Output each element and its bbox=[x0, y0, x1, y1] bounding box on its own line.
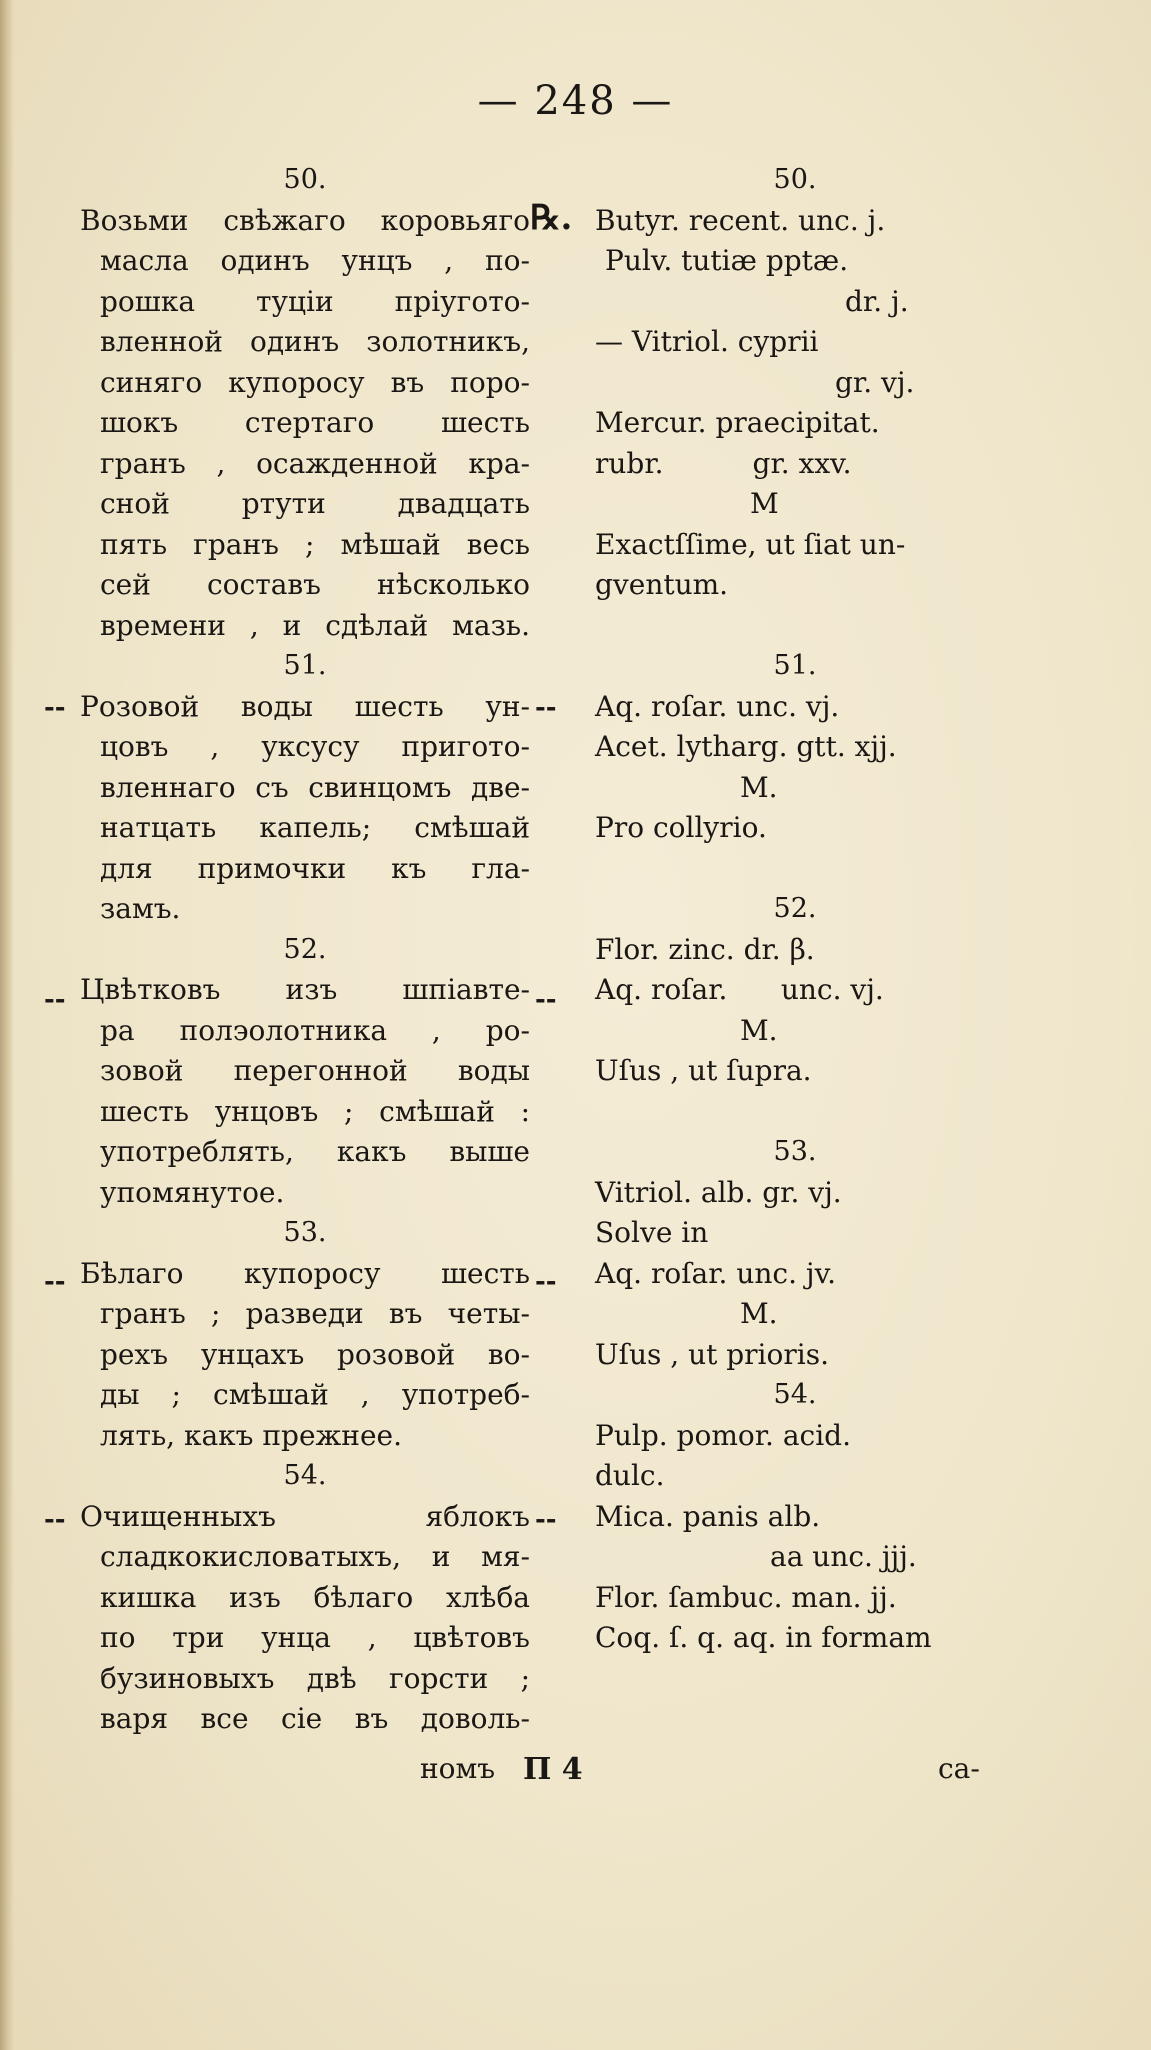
catchword-right: ca- bbox=[938, 1752, 980, 1785]
page-number: — 248 — bbox=[477, 78, 674, 124]
text-line: рошка туціи пріугото- bbox=[100, 284, 530, 318]
section-number-50-latin: 50. bbox=[773, 164, 817, 195]
text-line: вленнаго съ свинцомъ две- bbox=[100, 770, 530, 804]
text-line: Pro collyrio. bbox=[595, 811, 767, 844]
section-number-51-latin: 51. bbox=[773, 650, 817, 681]
catchword-left: номъ bbox=[420, 1752, 496, 1785]
text-line: Mercur. praecipitat. bbox=[595, 406, 880, 439]
section-number-52-latin: 52. bbox=[773, 893, 817, 924]
text-line: Mica. panis alb. bbox=[595, 1499, 821, 1533]
text-line: Pulv. tutiæ pptæ. bbox=[605, 244, 849, 277]
section-number-53: 53. bbox=[283, 1217, 327, 1248]
text-line: упомянутое. bbox=[100, 1175, 285, 1209]
section-number-50: 50. bbox=[283, 164, 327, 195]
text-line: сладкокисловатыхъ, и мя- bbox=[100, 1540, 530, 1573]
text-line: зовой перегонной воды bbox=[100, 1054, 530, 1087]
text-line: натцать капель; смѣшай bbox=[100, 811, 530, 844]
section-number-53-latin: 53. bbox=[773, 1136, 817, 1167]
text-line: M. bbox=[740, 1297, 778, 1330]
russian-column bbox=[80, 160, 530, 1740]
text-line: цовъ , уксусу пригото- bbox=[100, 730, 530, 763]
dash-marker-54-right: -- bbox=[535, 1505, 557, 1535]
dash-marker-51-left: -- bbox=[44, 693, 66, 723]
text-line: Бѣлаго купоросу шесть bbox=[80, 1256, 530, 1290]
text-line: употреблять, какъ выше bbox=[100, 1135, 530, 1168]
text-line: гранъ ; разведи въ четы- bbox=[100, 1297, 530, 1330]
text-line: gventum. bbox=[595, 568, 729, 601]
text-line: rubr. gr. xxv. bbox=[595, 446, 852, 480]
text-line: Exactſſime, ut ſiat un- bbox=[595, 527, 906, 561]
text-line: dr. j. bbox=[845, 284, 909, 318]
section-number-51: 51. bbox=[283, 650, 327, 681]
text-line: M bbox=[750, 487, 779, 520]
text-line: Coq. ſ. q. aq. in formam bbox=[595, 1621, 932, 1654]
text-line: ра полэолотника , ро- bbox=[100, 1013, 530, 1047]
dash-marker-52-left: -- bbox=[44, 985, 66, 1015]
text-line: времени , и сдѣлай мазь. bbox=[100, 608, 530, 642]
text-line: aa unc. jjj. bbox=[770, 1540, 917, 1573]
dash-marker-51-right: -- bbox=[535, 693, 557, 723]
text-line: шокъ стертаго шесть bbox=[100, 406, 530, 439]
text-line: Uſus , ut prioris. bbox=[595, 1337, 829, 1371]
text-line: gr. vj. bbox=[835, 365, 915, 399]
text-line: лять, какъ прежнее. bbox=[100, 1418, 403, 1452]
text-line: сной ртути двадцать bbox=[100, 487, 530, 520]
text-line: Vitriol. alb. gr. vj. bbox=[595, 1175, 842, 1209]
dash-marker-52-right: -- bbox=[535, 985, 557, 1015]
text-line: Uſus , ut ſupra. bbox=[595, 1054, 812, 1087]
text-line: Aq. roſar. unc. vj. bbox=[595, 689, 840, 723]
section-number-52: 52. bbox=[283, 933, 327, 965]
text-line: M. bbox=[740, 1013, 778, 1047]
text-line: Цвѣтковъ изъ шпіавте- bbox=[80, 973, 530, 1006]
signature-mark: П 4 bbox=[523, 1752, 583, 1787]
text-line: dulc. bbox=[595, 1459, 665, 1492]
text-line: Очищенныхъ яблокъ bbox=[80, 1499, 530, 1533]
text-line: кишка изъ бѣлаго хлѣба bbox=[100, 1580, 530, 1614]
text-line: сей составъ нѣсколько bbox=[100, 568, 530, 601]
text-line: Aq. roſar. unc. jv. bbox=[595, 1256, 836, 1290]
text-line: шесть унцовъ ; смѣшай : bbox=[100, 1094, 530, 1128]
latin-column bbox=[595, 160, 995, 1659]
text-line: ды ; смѣшай , употреб- bbox=[100, 1378, 530, 1411]
text-line: Flor. zinc. dr. β. bbox=[595, 932, 815, 966]
text-line: Flor. ſambuc. man. jj. bbox=[595, 1580, 897, 1614]
spacer bbox=[595, 1092, 995, 1133]
text-line: — Vitriol. cyprii bbox=[595, 325, 819, 358]
text-line: варя все сіе въ доволь- bbox=[100, 1702, 530, 1735]
text-line: M. bbox=[740, 770, 778, 804]
text-line: Solve in bbox=[595, 1216, 709, 1249]
text-line: Butyr. recent. unc. j. bbox=[595, 203, 886, 237]
text-line: Возьми свѣжаго коровьяго bbox=[80, 203, 530, 237]
text-line: по три унца , цвѣтовъ bbox=[100, 1621, 530, 1654]
text-line: рехъ унцахъ розовой во- bbox=[100, 1337, 530, 1371]
text-line: Pulp. pomor. acid. bbox=[595, 1418, 852, 1452]
text-line: замъ. bbox=[100, 892, 181, 925]
text-line: масла одинъ унцъ , по- bbox=[100, 244, 530, 277]
text-line: Acet. lytharg. gtt. xjj. bbox=[595, 730, 897, 763]
text-line: синяго купоросу въ поро- bbox=[100, 365, 530, 399]
dash-marker-53-left: -- bbox=[44, 1267, 66, 1297]
section-number-54: 54. bbox=[283, 1460, 327, 1491]
text-line: гранъ , осажденной кра- bbox=[100, 446, 530, 480]
dash-marker-54-left: -- bbox=[44, 1505, 66, 1535]
text-line: бузиновыхъ двѣ горсти ; bbox=[100, 1661, 530, 1695]
dash-marker-53-right: -- bbox=[535, 1267, 557, 1297]
text-line: Aq. roſar. unc. vj. bbox=[595, 973, 884, 1006]
text-line: для примочки къ гла- bbox=[100, 851, 530, 885]
spacer bbox=[595, 849, 995, 890]
page-edge bbox=[0, 0, 14, 2050]
section-number-54-latin: 54. bbox=[773, 1379, 817, 1410]
recipe-symbol: ℞. bbox=[530, 198, 573, 238]
text-line: вленной одинъ золотникъ, bbox=[100, 325, 530, 358]
text-line: Розовой воды шесть ун- bbox=[80, 689, 530, 723]
text-line: пять гранъ ; мѣшай весь bbox=[100, 527, 530, 561]
spacer bbox=[595, 606, 995, 647]
